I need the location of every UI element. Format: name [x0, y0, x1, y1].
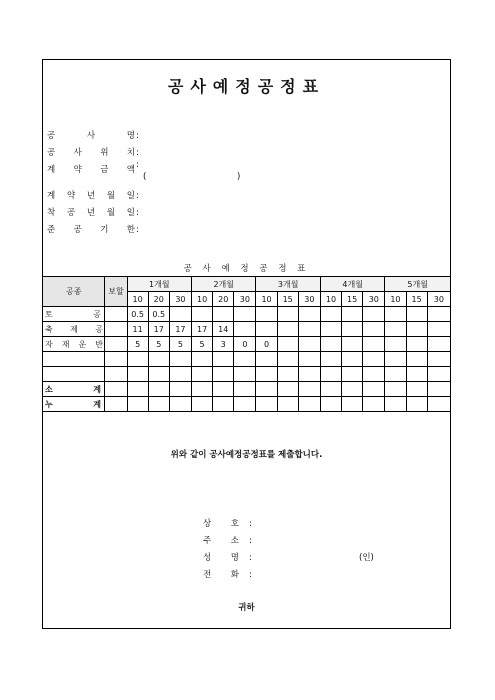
- signature-row: [203, 533, 423, 550]
- progress-cell: [169, 382, 191, 397]
- progress-cell: 11: [127, 322, 148, 337]
- closing-addressee: 귀하: [238, 603, 255, 613]
- progress-cell: [256, 307, 277, 322]
- ratio-cell: [105, 337, 127, 352]
- work-type-char: 공: [95, 324, 103, 334]
- info-label-char: 착: [47, 208, 56, 218]
- progress-cell: [385, 322, 406, 337]
- progress-cell: [298, 322, 320, 337]
- ratio-cell: [105, 382, 127, 397]
- info-label-char: 명: [126, 131, 135, 141]
- info-colon: :: [136, 191, 139, 201]
- info-label-char: 치: [126, 148, 135, 158]
- info-label-char: 금: [100, 165, 109, 175]
- work-type-char: 누: [45, 399, 53, 409]
- progress-cell: [342, 352, 363, 367]
- day-header: 15: [406, 292, 427, 307]
- progress-cell: [277, 337, 298, 352]
- schedule-row: [43, 397, 451, 412]
- info-label-char: 계: [47, 191, 56, 201]
- info-label-char: 공: [66, 208, 76, 218]
- signature-label-char: 소: [230, 536, 239, 546]
- month-header: 3개월: [256, 277, 320, 292]
- month-header: 5개월: [385, 277, 451, 292]
- day-header: 10: [256, 292, 277, 307]
- progress-cell: [298, 382, 320, 397]
- progress-cell: [148, 382, 169, 397]
- ratio-cell: [105, 307, 127, 322]
- seal-mark: (인): [359, 553, 374, 563]
- progress-cell: [256, 397, 277, 412]
- day-header: 30: [298, 292, 320, 307]
- info-label-char: 약: [73, 165, 82, 175]
- progress-cell: [363, 382, 385, 397]
- progress-cell: [192, 367, 213, 382]
- progress-cell: 5: [148, 337, 169, 352]
- document-title: 공사예정공정표: [167, 77, 326, 96]
- progress-cell: [427, 397, 450, 412]
- progress-cell: [363, 337, 385, 352]
- progress-cell: [277, 352, 298, 367]
- progress-cell: [342, 322, 363, 337]
- signature-colon: :: [249, 536, 252, 546]
- signature-label-char: 호: [230, 519, 239, 529]
- progress-cell: [234, 367, 256, 382]
- progress-cell: [320, 322, 341, 337]
- progress-cell: [427, 337, 450, 352]
- signature-label: [203, 533, 239, 550]
- progress-cell: [427, 367, 450, 382]
- schedule-row: [43, 382, 451, 397]
- progress-cell: 17: [169, 322, 191, 337]
- ratio-cell: [105, 322, 127, 337]
- work-type-char: 축: [45, 324, 53, 334]
- paren-open: (: [143, 172, 147, 182]
- signature-row: [203, 567, 423, 584]
- col-header-work-type: 공종: [43, 277, 105, 307]
- info-label-char: 한: [126, 225, 135, 235]
- progress-cell: [342, 382, 363, 397]
- info-label-char: 공: [47, 131, 56, 141]
- day-header: 30: [169, 292, 191, 307]
- signature-label-char: 화: [230, 570, 239, 580]
- schedule-row: [43, 367, 451, 382]
- progress-cell: 17: [192, 322, 213, 337]
- progress-cell: [127, 367, 148, 382]
- submission-statement: 위와 같이 공사예정공정표를 제출합니다.: [170, 450, 323, 460]
- month-header: 2개월: [192, 277, 256, 292]
- work-type-char: 반: [95, 339, 103, 349]
- signature-label-char: 주: [203, 536, 212, 546]
- signature-label: [203, 516, 239, 533]
- progress-cell: [277, 397, 298, 412]
- progress-cell: [148, 397, 169, 412]
- work-type-cell: [43, 307, 105, 322]
- signature-label-char: 성: [203, 553, 212, 563]
- progress-cell: [406, 397, 427, 412]
- progress-cell: [213, 352, 234, 367]
- info-label-char: 액: [126, 165, 135, 175]
- info-label-char: 기: [100, 225, 109, 235]
- signature-label-char: 명: [230, 553, 239, 563]
- work-type-cell: [43, 352, 105, 367]
- work-type-char: 제: [70, 324, 78, 334]
- month-header: 1개월: [127, 277, 191, 292]
- info-label-char: 월: [106, 208, 116, 218]
- schedule-row: [43, 307, 451, 322]
- info-label-char: 계: [47, 165, 56, 175]
- day-header: 20: [148, 292, 169, 307]
- info-label-char: 공: [73, 225, 82, 235]
- progress-cell: [192, 307, 213, 322]
- progress-cell: [406, 352, 427, 367]
- progress-cell: [213, 397, 234, 412]
- progress-cell: [363, 397, 385, 412]
- progress-cell: [427, 352, 450, 367]
- info-label-char: 약: [66, 191, 76, 201]
- progress-cell: [427, 382, 450, 397]
- progress-cell: [234, 382, 256, 397]
- work-type-char: 재: [61, 339, 70, 349]
- signature-label-char: 상: [203, 519, 212, 529]
- progress-cell: [234, 307, 256, 322]
- progress-cell: [277, 382, 298, 397]
- progress-cell: 0: [234, 337, 256, 352]
- schedule-subtitle: 공 사 예 정 공 정 표: [183, 264, 310, 274]
- signature-block: [203, 516, 423, 584]
- work-type-cell: [43, 322, 105, 337]
- ratio-cell: [105, 367, 127, 382]
- work-type-cell: [43, 382, 105, 397]
- progress-cell: [277, 367, 298, 382]
- progress-cell: [342, 307, 363, 322]
- signature-row: [203, 516, 423, 533]
- progress-cell: [169, 307, 191, 322]
- day-header: 10: [192, 292, 213, 307]
- info-colon: :: [136, 208, 139, 218]
- progress-cell: [320, 337, 341, 352]
- progress-cell: [213, 382, 234, 397]
- ratio-cell: [105, 352, 127, 367]
- progress-cell: [406, 337, 427, 352]
- paren-close: ): [237, 172, 241, 182]
- info-label-char: 년: [86, 191, 96, 201]
- progress-cell: [169, 367, 191, 382]
- schedule-row: [43, 322, 451, 337]
- info-label: [47, 188, 135, 205]
- col-header-ratio: 보할: [105, 277, 127, 307]
- progress-cell: [385, 397, 406, 412]
- progress-cell: [213, 367, 234, 382]
- work-type-cell: [43, 367, 105, 382]
- progress-cell: [298, 397, 320, 412]
- day-header: 10: [385, 292, 406, 307]
- progress-cell: [342, 337, 363, 352]
- progress-cell: [234, 322, 256, 337]
- progress-cell: [192, 382, 213, 397]
- progress-cell: [256, 382, 277, 397]
- progress-cell: [320, 352, 341, 367]
- info-label-char: 사: [86, 131, 96, 141]
- progress-cell: [169, 352, 191, 367]
- progress-cell: [127, 382, 148, 397]
- progress-cell: 14: [213, 322, 234, 337]
- info-label: [47, 128, 135, 145]
- info-label-char: 일: [126, 191, 135, 201]
- day-header: 20: [213, 292, 234, 307]
- signature-colon: :: [249, 553, 252, 563]
- progress-cell: [192, 352, 213, 367]
- progress-cell: [406, 307, 427, 322]
- info-label-char: 일: [126, 208, 135, 218]
- signature-label: [203, 567, 239, 584]
- progress-cell: [169, 397, 191, 412]
- progress-cell: [234, 352, 256, 367]
- progress-cell: [427, 307, 450, 322]
- work-type-char: 토: [45, 309, 53, 319]
- signature-label: [203, 550, 239, 567]
- progress-cell: 5: [169, 337, 191, 352]
- progress-cell: [256, 322, 277, 337]
- info-label-char: 월: [106, 191, 116, 201]
- info-colon: :: [136, 148, 139, 158]
- progress-cell: [192, 397, 213, 412]
- progress-cell: [298, 367, 320, 382]
- day-header: 15: [342, 292, 363, 307]
- progress-cell: [148, 367, 169, 382]
- progress-cell: 0: [256, 337, 277, 352]
- progress-cell: [342, 397, 363, 412]
- schedule-table: [42, 276, 451, 412]
- progress-cell: 0.5: [127, 307, 148, 322]
- progress-cell: [213, 307, 234, 322]
- day-header: 30: [427, 292, 450, 307]
- info-colon: :: [136, 131, 139, 141]
- info-label: [47, 205, 135, 222]
- document-frame: [42, 59, 451, 629]
- signature-colon: :: [249, 570, 252, 580]
- progress-cell: [427, 322, 450, 337]
- progress-cell: [234, 397, 256, 412]
- progress-cell: [277, 307, 298, 322]
- progress-cell: [406, 367, 427, 382]
- info-label: [47, 145, 135, 162]
- info-label-char: 위: [100, 148, 109, 158]
- progress-cell: [298, 337, 320, 352]
- progress-cell: 0.5: [148, 307, 169, 322]
- info-colon: :: [136, 225, 139, 235]
- progress-cell: [320, 307, 341, 322]
- progress-cell: [363, 307, 385, 322]
- progress-cell: [385, 382, 406, 397]
- progress-cell: 17: [148, 322, 169, 337]
- progress-cell: [298, 307, 320, 322]
- month-header: 4개월: [320, 277, 384, 292]
- info-label: [47, 162, 135, 179]
- day-header: 10: [320, 292, 341, 307]
- progress-cell: [385, 352, 406, 367]
- progress-cell: [298, 352, 320, 367]
- day-header: 10: [127, 292, 148, 307]
- work-type-cell: [43, 337, 105, 352]
- work-type-char: 계: [93, 384, 101, 394]
- signature-label-char: 전: [203, 570, 212, 580]
- schedule-row: [43, 337, 451, 352]
- progress-cell: [363, 367, 385, 382]
- progress-cell: [385, 337, 406, 352]
- schedule-row: [43, 352, 451, 367]
- info-label-char: 공: [47, 148, 56, 158]
- work-type-char: 소: [45, 384, 53, 394]
- progress-cell: [127, 352, 148, 367]
- progress-cell: [406, 382, 427, 397]
- progress-cell: [320, 382, 341, 397]
- info-colon: :: [136, 160, 139, 170]
- work-type-cell: [43, 397, 105, 412]
- progress-cell: [127, 397, 148, 412]
- progress-cell: [385, 307, 406, 322]
- work-type-char: 운: [78, 339, 87, 349]
- progress-cell: [148, 352, 169, 367]
- day-header: 30: [234, 292, 256, 307]
- progress-cell: [406, 322, 427, 337]
- progress-cell: [385, 367, 406, 382]
- progress-cell: [320, 367, 341, 382]
- progress-cell: [320, 397, 341, 412]
- day-header: 15: [277, 292, 298, 307]
- info-label-char: 년: [86, 208, 96, 218]
- day-header: 30: [363, 292, 385, 307]
- work-type-char: 공: [93, 309, 101, 319]
- work-type-char: 계: [93, 399, 101, 409]
- signature-colon: :: [249, 519, 252, 529]
- ratio-cell: [105, 397, 127, 412]
- info-label: [47, 222, 135, 239]
- work-type-char: 자: [45, 339, 53, 349]
- progress-cell: 5: [192, 337, 213, 352]
- progress-cell: [277, 322, 298, 337]
- progress-cell: 5: [127, 337, 148, 352]
- info-label-char: 준: [47, 225, 56, 235]
- progress-cell: [342, 367, 363, 382]
- progress-cell: 3: [213, 337, 234, 352]
- signature-row: [203, 550, 423, 567]
- info-label-char: 사: [73, 148, 82, 158]
- progress-cell: [256, 367, 277, 382]
- progress-cell: [256, 352, 277, 367]
- progress-cell: [363, 352, 385, 367]
- progress-cell: [363, 322, 385, 337]
